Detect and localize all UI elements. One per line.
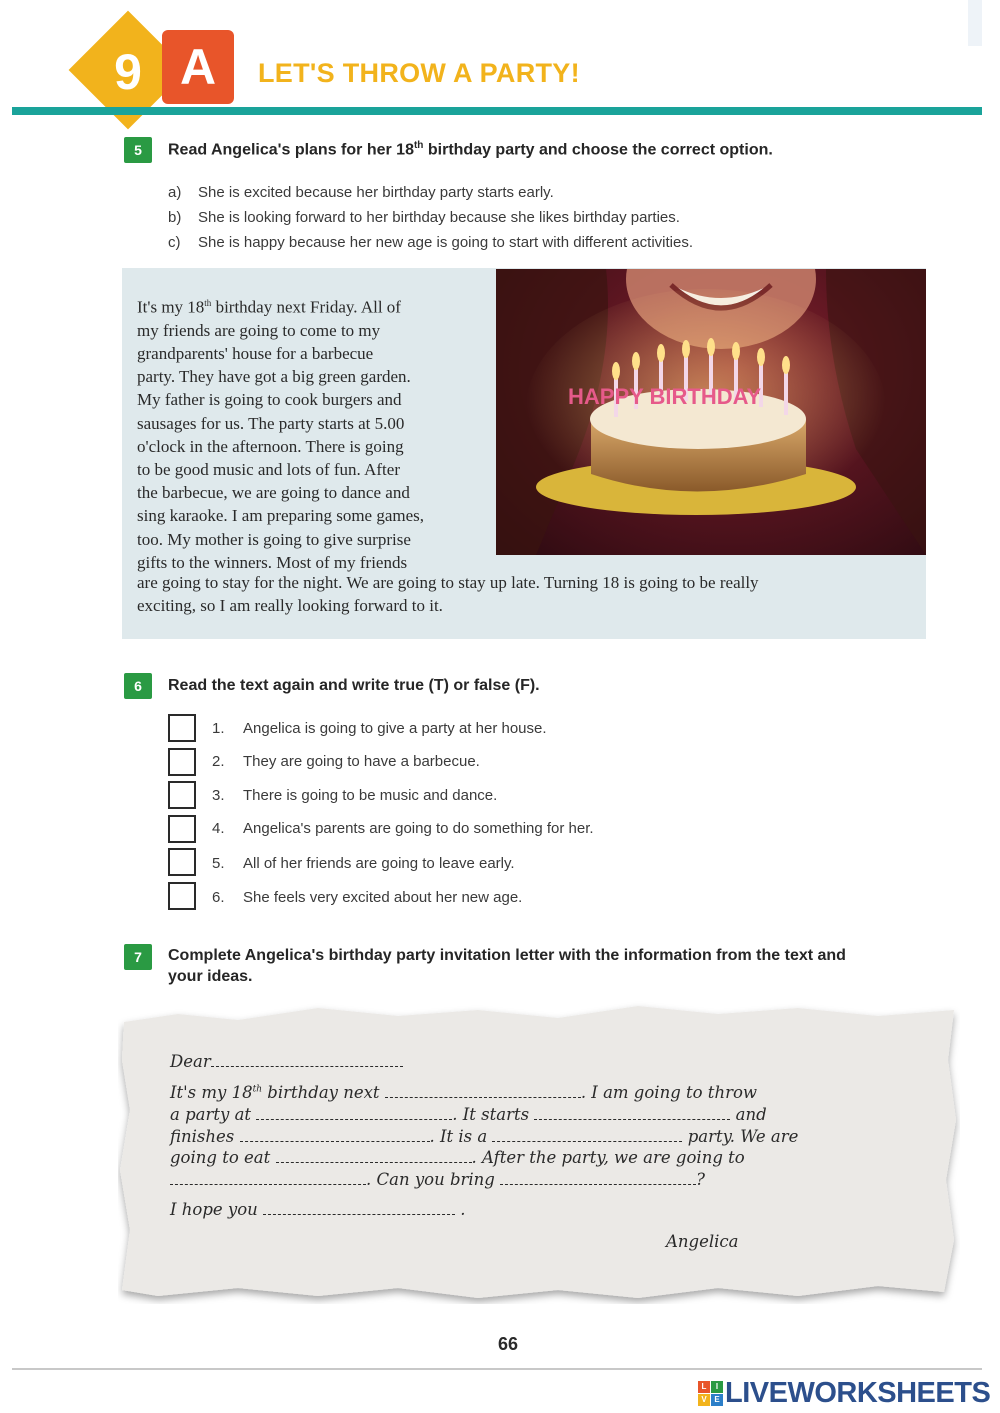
exercise-5-instruction [168, 140, 773, 159]
reading-line: o'clock in the afternoon. There is going [137, 436, 404, 456]
unit-number: 9 [114, 44, 142, 100]
logo-icon-letter: I [711, 1381, 723, 1393]
item-number: 4. [212, 820, 225, 837]
statement-4 [212, 820, 594, 837]
letter-text: . [455, 1200, 466, 1219]
letter-text: a party at [170, 1105, 252, 1124]
reading-passage-end [137, 571, 917, 617]
ordinal-suffix: th [204, 298, 212, 308]
reading-line: too. My mother is going to give surprise [137, 529, 411, 549]
reading-line: sausages for us. The party starts at 5.00 [137, 413, 405, 433]
blank-field[interactable] [385, 1083, 581, 1098]
blank-field[interactable] [256, 1105, 452, 1120]
header-divider [12, 107, 982, 115]
reading-line: are going to stay for the night. We are going to stay up late. Turning 18 is going to be really [137, 573, 759, 592]
letter-text: ? [696, 1170, 705, 1189]
exercise-6-number: 6 [124, 673, 152, 699]
letter-text: birthday next [262, 1083, 380, 1102]
option-b[interactable] [168, 209, 680, 226]
birthday-cake-photo [496, 269, 926, 555]
letter-text: Dear [170, 1052, 211, 1071]
instruction-text: Read Angelica's plans for her 18 [168, 141, 414, 159]
letter-text: . It is a [429, 1127, 488, 1146]
exercise-5-number: 5 [124, 137, 152, 163]
cake-letters: HAPPY BIRTHDAY [568, 384, 762, 409]
statement-text: All of her friends are going to leave early. [243, 855, 515, 872]
letter-text: finishes [170, 1127, 235, 1146]
blank-field[interactable] [170, 1170, 366, 1185]
item-number: 2. [212, 753, 225, 770]
letter-line-4 [170, 1127, 798, 1146]
blank-field[interactable] [492, 1127, 682, 1142]
letter-line-3 [170, 1105, 767, 1124]
exercise-7-instruction-line2: your ideas. [168, 968, 253, 985]
statement-text: There is going to be music and dance. [243, 787, 498, 804]
option-text: She is happy because her new age is going to start with different activities. [198, 234, 694, 251]
liveworksheets-logo-text: LIVEWORKSHEETS [725, 1376, 991, 1409]
statement-1 [212, 720, 547, 737]
blank-field[interactable] [240, 1127, 430, 1142]
letter-line-7 [170, 1200, 466, 1219]
reading-line: grandparents' house for a barbecue [137, 344, 374, 364]
reading-line: the barbecue, we are going to dance and [137, 483, 410, 503]
letter-signature: Angelica [666, 1232, 739, 1251]
reading-line: exciting, so I am really looking forward to it. [137, 596, 443, 616]
letter-line-1 [170, 1052, 403, 1071]
statement-6 [212, 889, 522, 906]
statement-2 [212, 753, 480, 770]
item-number: 6. [212, 889, 225, 906]
exercise-7-instruction-line1: Complete Angelica's birthday party invitation letter with the information from the text and [168, 947, 846, 964]
statement-3 [212, 787, 497, 804]
letter-text: party. We are [682, 1127, 799, 1146]
logo-icon-letter: E [711, 1394, 723, 1406]
blank-field[interactable] [534, 1105, 730, 1120]
option-letter: a) [168, 184, 182, 201]
letter-text: . I am going to throw [580, 1083, 758, 1102]
item-number: 1. [212, 720, 225, 737]
blank-field[interactable] [263, 1200, 455, 1215]
letter-text: . Can you bring [366, 1170, 495, 1189]
unit-letter-badge: A [162, 30, 234, 104]
option-c[interactable] [168, 234, 693, 251]
page-number: 66 [497, 1334, 519, 1354]
page-title: LET'S THROW A PARTY! [258, 58, 580, 88]
answer-box-6[interactable] [168, 882, 196, 910]
letter-text: . It starts [452, 1105, 530, 1124]
option-letter: b) [168, 209, 182, 226]
letter-line-6 [170, 1170, 705, 1189]
reading-line: My father is going to cook burgers and [137, 390, 402, 410]
liveworksheets-logo[interactable] [698, 1378, 990, 1408]
reading-passage [137, 292, 497, 574]
reading-line: gifts to the winners. Most of my friends [137, 552, 408, 572]
letter-text: . After the party, we are going to [471, 1148, 745, 1167]
cake-illustration [496, 269, 926, 555]
liveworksheets-icon [698, 1381, 723, 1406]
letter-text: and [730, 1105, 767, 1124]
exercise-6-instruction: Read the text again and write true (T) or false (F). [168, 677, 540, 694]
ordinal-suffix: th [252, 1084, 263, 1095]
reading-text: It's my 18 [137, 297, 205, 317]
reading-line [137, 292, 497, 319]
statement-text: Angelica's parents are going to do something for her. [243, 820, 594, 837]
option-a[interactable] [168, 184, 554, 201]
corner-decoration [968, 0, 982, 46]
ordinal-suffix: th [413, 140, 424, 151]
logo-icon-letter: L [698, 1381, 710, 1393]
reading-text: birthday next Friday. All of [211, 297, 401, 317]
statement-text: They are going to have a barbecue. [243, 753, 480, 770]
reading-line: my friends are going to come to my [137, 320, 381, 340]
answer-box-3[interactable] [168, 781, 196, 809]
option-text: She is looking forward to her birthday because she likes birthday parties. [198, 209, 680, 226]
item-number: 5. [212, 855, 225, 872]
answer-box-4[interactable] [168, 815, 196, 843]
reading-line: to be good music and lots of fun. After [137, 460, 400, 480]
letter-text: going to eat [170, 1148, 271, 1167]
blank-field[interactable] [500, 1170, 696, 1185]
answer-box-2[interactable] [168, 748, 196, 776]
logo-icon-letter: V [698, 1394, 710, 1406]
statement-text: Angelica is going to give a party at her house. [243, 720, 547, 737]
answer-box-1[interactable] [168, 714, 196, 742]
footer-divider [12, 1368, 982, 1370]
statement-5 [212, 855, 515, 872]
option-letter: c) [168, 234, 181, 251]
letter-text: I hope you [170, 1200, 258, 1219]
reading-line: party. They have got a big green garden. [137, 367, 411, 387]
answer-box-5[interactable] [168, 848, 196, 876]
exercise-7-number: 7 [124, 944, 152, 970]
statement-text: She feels very excited about her new age. [243, 889, 523, 906]
letter-line-2 [170, 1083, 757, 1102]
option-text: She is excited because her birthday party starts early. [198, 184, 554, 201]
letter-line-5 [170, 1148, 745, 1167]
reading-line: sing karaoke. I am preparing some games, [137, 506, 425, 526]
letter-text: It's my 18 [170, 1083, 253, 1102]
blank-field[interactable] [276, 1148, 472, 1163]
instruction-text: birthday party and choose the correct option. [423, 141, 773, 159]
item-number: 3. [212, 787, 225, 804]
blank-field[interactable] [211, 1052, 403, 1067]
